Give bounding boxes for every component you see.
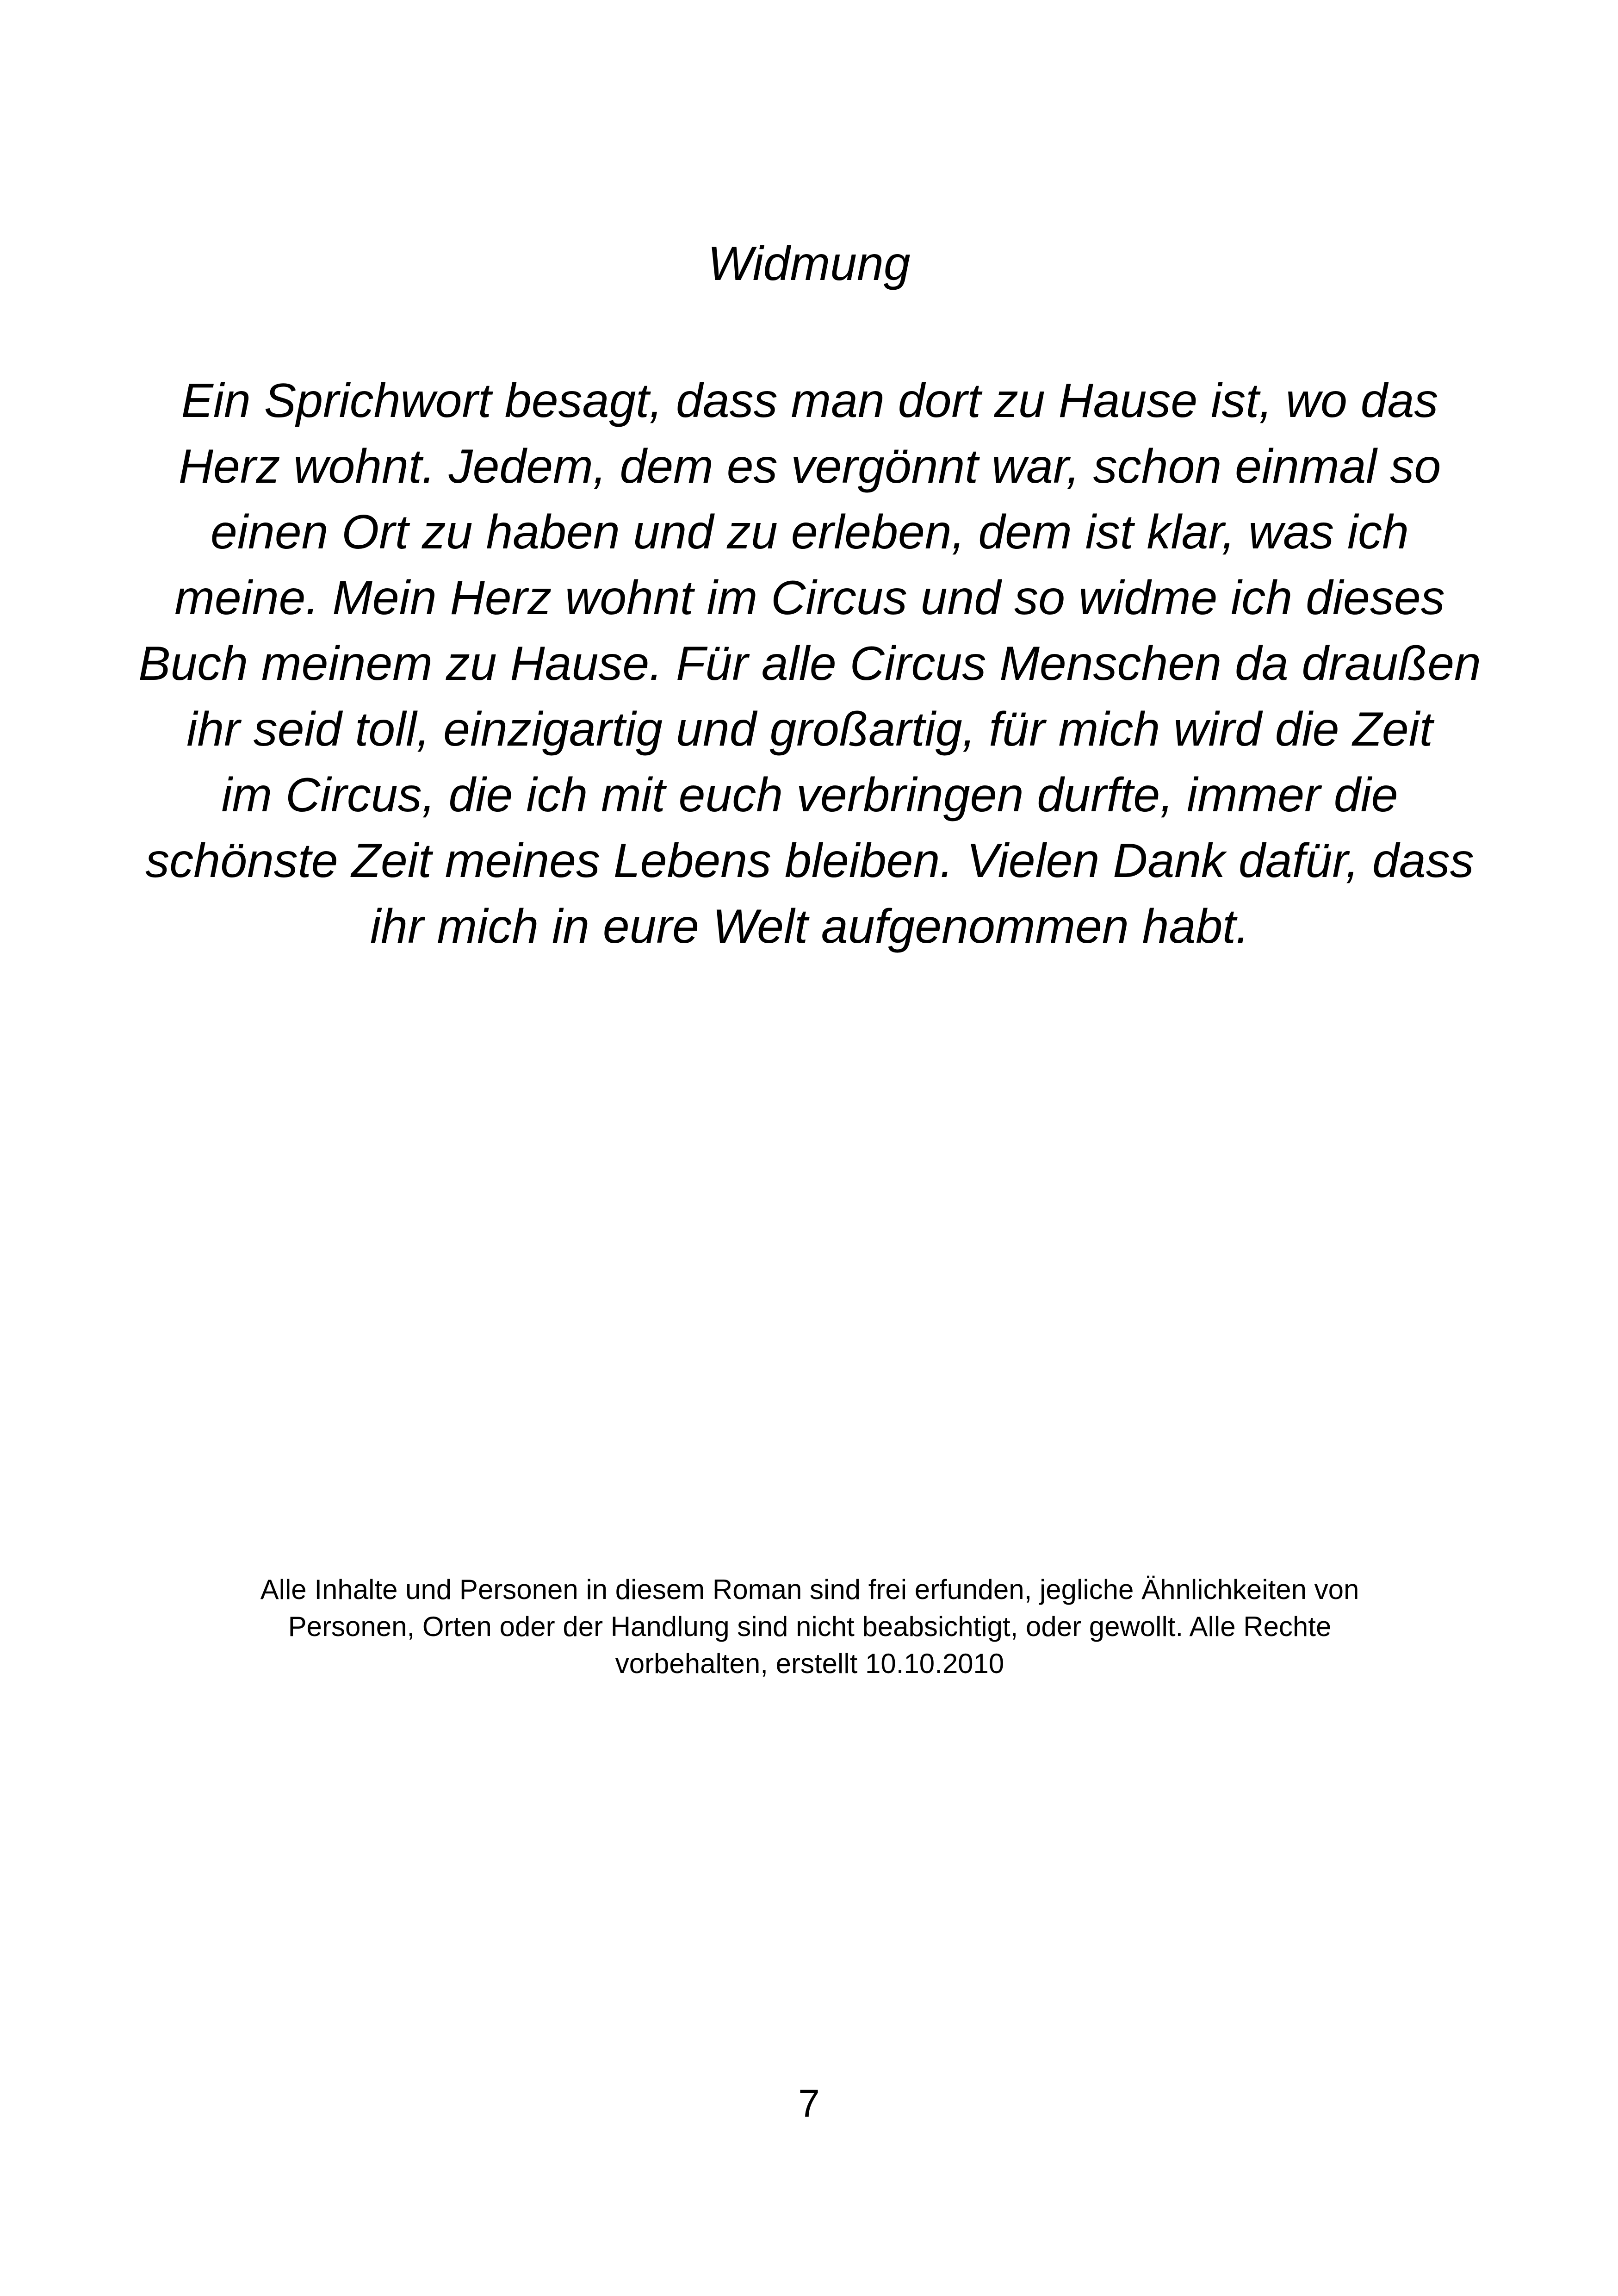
- dedication-line: schönste Zeit meines Lebens bleiben. Vielen Dank dafür, dass: [145, 834, 1474, 888]
- dedication-title: Widmung: [707, 237, 911, 291]
- dedication-line: Buch meinem zu Hause. Für alle Circus Menschen da draußen: [138, 637, 1481, 691]
- dedication-line: Herz wohnt. Jedem, dem es vergönnt war, schon einmal so: [178, 440, 1441, 493]
- dedication-line: ihr mich in eure Welt aufgenommen habt.: [370, 900, 1249, 953]
- dedication-line: ihr seid toll, einzigartig und großartig, für mich wird die Zeit: [186, 703, 1433, 756]
- page-number: 7: [798, 2082, 820, 2125]
- disclaimer-line: Personen, Orten oder der Handlung sind nicht beabsichtigt, oder gewollt. Alle Rechte: [288, 1611, 1332, 1642]
- dedication-line: meine. Mein Herz wohnt im Circus und so widme ich dieses: [174, 571, 1445, 625]
- disclaimer-line: Alle Inhalte und Personen in diesem Roman sind frei erfunden, jegliche Ähnlichkeiten von: [260, 1574, 1359, 1605]
- dedication-line: im Circus, die ich mit euch verbringen durfte, immer die: [221, 768, 1398, 822]
- dedication-line: einen Ort zu haben und zu erleben, dem ist klar, was ich: [211, 505, 1409, 559]
- dedication-line: Ein Sprichwort besagt, dass man dort zu Hause ist, wo das: [181, 374, 1438, 428]
- copyright-disclaimer: [157, 1571, 1462, 1682]
- dedication-text: [134, 368, 1485, 959]
- disclaimer-line: vorbehalten, erstellt 10.10.2010: [615, 1648, 1004, 1679]
